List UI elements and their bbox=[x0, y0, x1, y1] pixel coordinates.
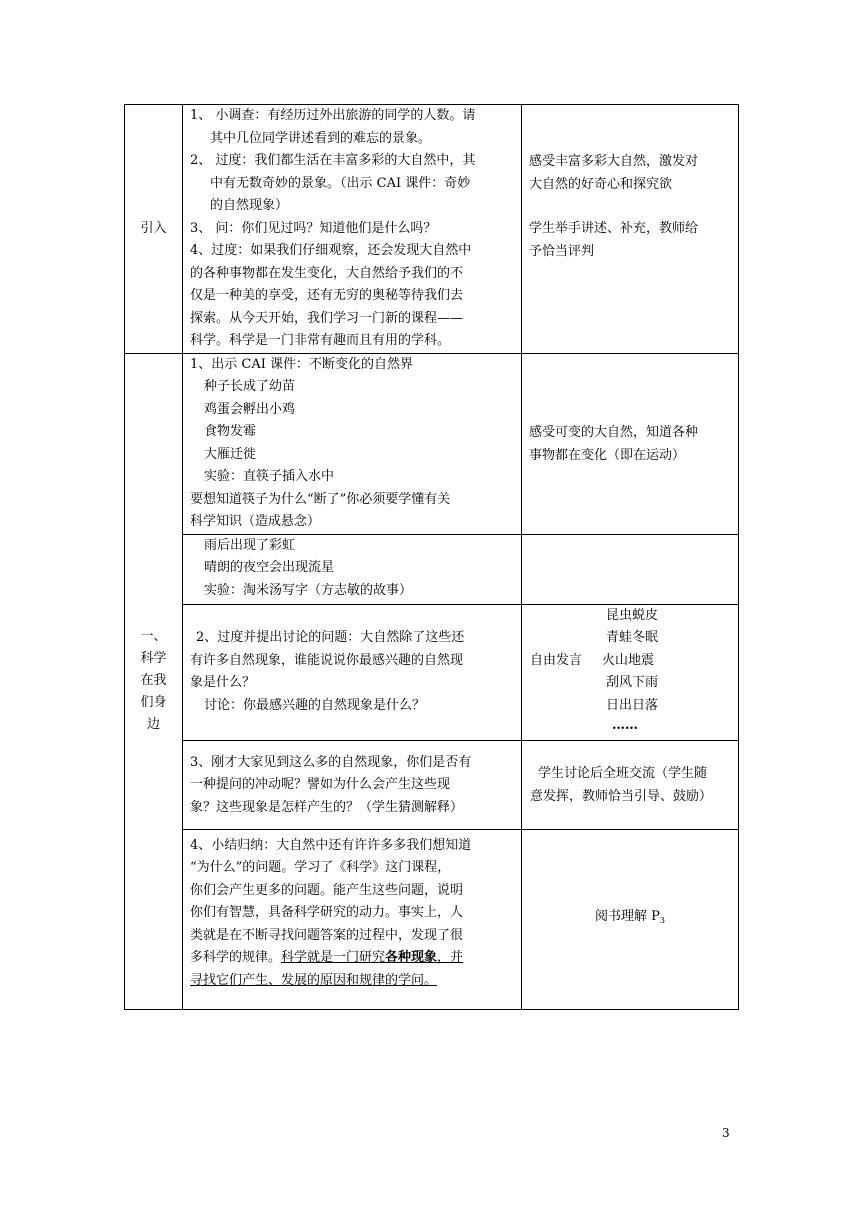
content-line: 象？这些现象是怎样产生的？（学生猜测解释） bbox=[190, 799, 464, 815]
content-line: 讨论：你最感兴趣的自然现象是什么？ bbox=[204, 697, 426, 713]
underlined-bold-term: 各种现象 bbox=[385, 950, 438, 965]
content-line: 的各种事物都在发生变化，大自然给予我们的不 bbox=[190, 265, 464, 281]
page-number: 3 bbox=[722, 1126, 730, 1140]
section-label-line: 一、 bbox=[140, 629, 167, 644]
block3-content-cell bbox=[183, 604, 522, 740]
list-item: 刮风下雨 bbox=[606, 675, 659, 690]
row-label-intro bbox=[125, 105, 183, 354]
intro-label: 引入 bbox=[140, 220, 167, 236]
content-line: 你们会产生更多的问题。能产生这些问题，说明 bbox=[190, 882, 464, 898]
content-line bbox=[190, 947, 515, 970]
table-row-intro bbox=[125, 105, 739, 354]
section-label-line: 科学 bbox=[140, 651, 167, 666]
content-line: 雨后出现了彩虹 bbox=[204, 537, 296, 553]
phenomena-list bbox=[602, 605, 659, 736]
activity-line: 学生讨论后全班交流（学生随 bbox=[538, 766, 708, 781]
list-item: 昆虫蜕皮 bbox=[606, 607, 659, 623]
content-line: 1、出示 CAI 课件：不断变化的自然界 bbox=[190, 356, 414, 372]
content-line: 3、刚才大家见到这么多的自然现象，你们是否有 bbox=[190, 754, 472, 770]
content-line: 1、 小调查：有经历过外出旅游的同学的人数。请 bbox=[190, 108, 476, 123]
content-line: 晴朗的夜空会出现流星 bbox=[204, 560, 335, 575]
content-line: 实验：直筷子插入水中 bbox=[204, 469, 335, 484]
underlined-definition-line2: 寻找它们产生、发展的原因和规律的学问。 bbox=[190, 972, 438, 988]
content-line: 要想知道筷子为什么“断了”你必须要学懂有关 bbox=[190, 491, 451, 507]
table-row-section1-block1 bbox=[125, 353, 739, 534]
underlined-definition-tail: ，并 bbox=[437, 950, 464, 965]
block1-content-cell bbox=[183, 353, 522, 534]
activity-line: 大自然的好奇心和探究欲 bbox=[529, 176, 673, 192]
activity-line: 学生举手讲述、补充，教师给 bbox=[529, 221, 699, 236]
section-label-line: 边 bbox=[146, 717, 160, 732]
reading-task-page: 3 bbox=[659, 915, 665, 925]
block4-activity-cell bbox=[522, 740, 739, 829]
content-line: 科学。科学是一门非常有趣而且有用的学科。 bbox=[190, 333, 451, 348]
free-speech-label: 自由发言 bbox=[530, 652, 583, 668]
underlined-definition: 科学就是一门研究 bbox=[281, 950, 386, 965]
activity-line: 事物都在变化（即在运动） bbox=[529, 447, 686, 463]
intro-content-cell bbox=[183, 105, 522, 354]
content-line: 你们有智慧，具备科学研究的动力。事实上，人 bbox=[190, 905, 464, 920]
content-line: 探索。从今天开始，我们学习一门新的课程—— bbox=[190, 310, 464, 326]
activity-line: 感受可变的大自然，知道各种 bbox=[529, 425, 699, 440]
list-item: 青蛙冬眠 bbox=[606, 630, 659, 645]
content-line: 实验：淘米汤写字（方志敏的故事） bbox=[204, 582, 413, 598]
content-line: 有许多自然现象，谁能说说你最感兴趣的自然现 bbox=[190, 652, 464, 668]
content-line: 鸡蛋会孵出小鸡 bbox=[204, 401, 296, 417]
list-item: 火山地震 bbox=[602, 652, 655, 668]
table-row-section1-block4 bbox=[125, 740, 739, 829]
activity-line: 意发挥，教师恰当引导、鼓励） bbox=[530, 788, 713, 804]
block1-activity-cell bbox=[522, 353, 739, 534]
block3-activity-cell bbox=[522, 604, 739, 740]
content-line: 一种提问的冲动呢？譬如为什么会产生这些现 bbox=[190, 777, 451, 793]
content-line: 中有无数奇妙的景象。（出示 CAI 课件：奇妙 bbox=[210, 175, 471, 191]
activity-line: 予恰当评判 bbox=[529, 243, 595, 259]
content-line bbox=[190, 970, 515, 993]
content-line: 其中几位同学讲述看到的难忘的景象。 bbox=[210, 130, 432, 146]
reading-task: 阅书理解 P bbox=[595, 908, 660, 924]
table-row-section1-block5 bbox=[125, 829, 739, 1009]
block4-content-cell bbox=[183, 740, 522, 829]
content-line: 类就是在不断寻找问题答案的过程中，发现了很 bbox=[190, 927, 464, 943]
block2-activity-cell bbox=[522, 534, 739, 604]
content-line: 2、 过度：我们都生活在丰富多彩的大自然中，其 bbox=[190, 153, 476, 168]
content-line: 2、过度并提出讨论的问题：大自然除了这些还 bbox=[196, 630, 465, 645]
content-line: 的自然现象） bbox=[210, 198, 289, 213]
block5-activity-cell bbox=[522, 829, 739, 1009]
ellipsis: …… bbox=[612, 718, 638, 733]
table-row-section1-block2 bbox=[125, 534, 739, 604]
table-row-section1-block3 bbox=[125, 604, 739, 740]
content-line-text: 多科学的规律。 bbox=[190, 950, 282, 965]
block5-content-cell bbox=[183, 829, 522, 1009]
content-line: 象是什么？ bbox=[190, 675, 256, 690]
lesson-plan-table bbox=[124, 104, 739, 1010]
content-line: 3、 问：你们见过吗？知道他们是什么吗？ bbox=[190, 220, 437, 236]
content-line: “为什么”的问题。学习了《科学》这门课程， bbox=[190, 860, 451, 875]
content-line: 仅是一种美的享受，还有无穷的奥秘等待我们去 bbox=[190, 288, 464, 303]
content-line: 大雁迁徙 bbox=[204, 446, 257, 462]
activity-line: 感受丰富多彩大自然，激发对 bbox=[529, 154, 699, 169]
content-line: 4、过度：如果我们仔细观察，还会发现大自然中 bbox=[190, 243, 472, 258]
content-line: 种子长成了幼苗 bbox=[204, 379, 296, 394]
list-item: 日出日落 bbox=[606, 697, 659, 713]
intro-activity-cell bbox=[522, 105, 739, 354]
content-line: 4、小结归纳：大自然中还有许许多多我们想知道 bbox=[190, 837, 472, 853]
section-label-line: 们身 bbox=[140, 695, 167, 710]
content-line: 食物发霉 bbox=[204, 424, 257, 439]
block2-content-cell bbox=[183, 534, 522, 604]
section-label-line: 在我 bbox=[140, 673, 167, 688]
content-line: 科学知识（造成悬念） bbox=[190, 514, 321, 529]
row-label-section1 bbox=[125, 353, 183, 1009]
